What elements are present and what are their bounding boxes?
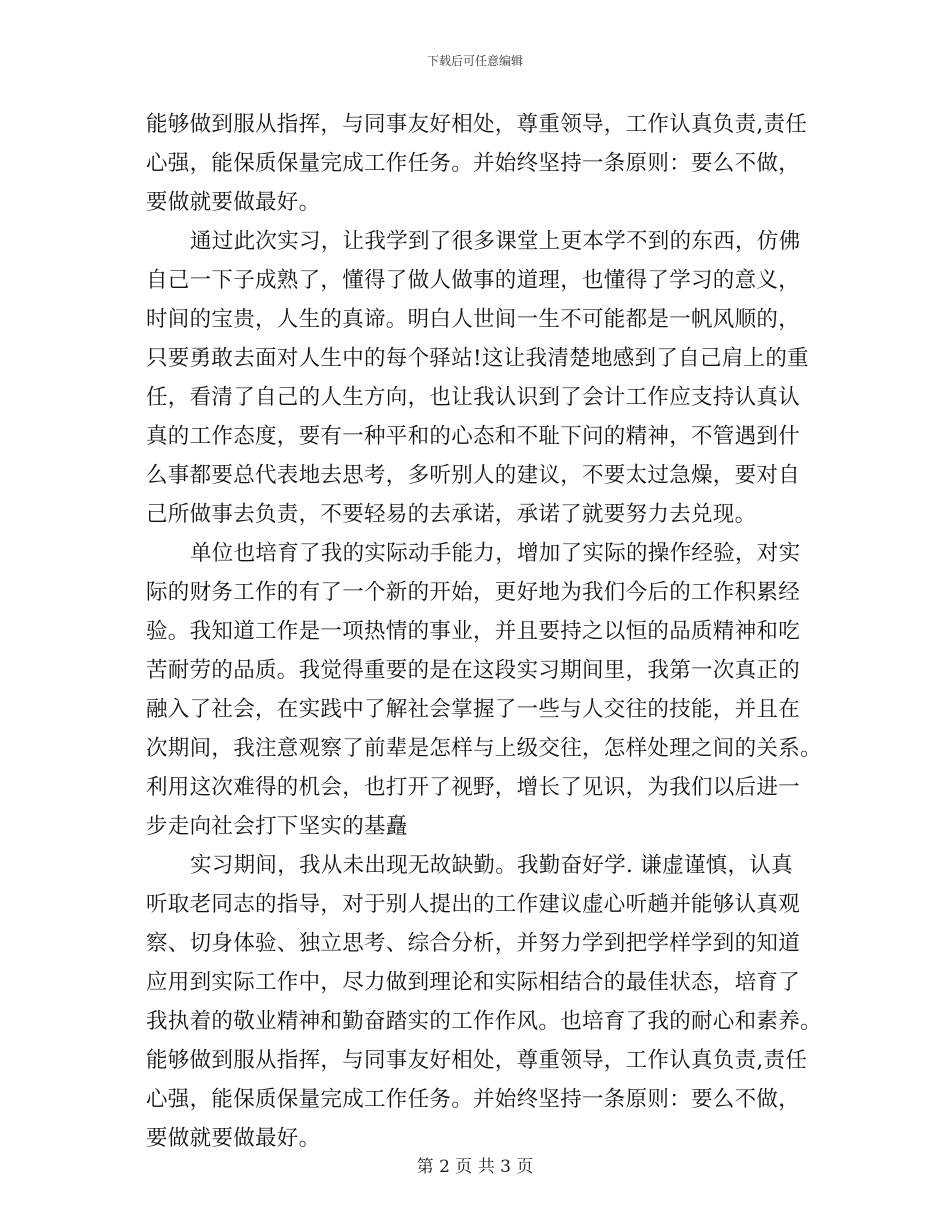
text-line: 己所做事去负责，不要轻易的去承诺，承诺了就要努力去兑现。 [146, 502, 757, 527]
paragraph [146, 534, 826, 846]
text-line: 实习期间，我从未出现无故缺勤。我勤奋好学. 谦虚谨慎，认真 [190, 853, 793, 878]
text-line: 时间的宝贵，人生的真谛。明白人世间一生不可能都是一帆风顺的， [146, 307, 801, 332]
text-line: 任，看清了自己的人生方向，也让我认识到了会计工作应支持认真认 [146, 385, 801, 410]
text-line: 只要勇敢去面对人生中的每个驿站!这让我清楚地感到了自己肩上的重 [146, 346, 809, 371]
text-line: 听取老同志的指导，对于别人提出的工作建议虚心听趟并能够认真观 [146, 892, 801, 917]
paragraph [146, 1041, 826, 1158]
text-line: 要做就要做最好。 [146, 1126, 321, 1151]
text-line: 能够做到服从指挥，与同事友好相处，尊重领导，工作认真负责,责任 [146, 1048, 808, 1073]
text-line: 通过此次实习，让我学到了很多课堂上更本学不到的东西，仿佛 [190, 229, 801, 254]
text-line: 次期间，我注意观察了前辈是怎样与上级交往，怎样处理之间的关系。 [146, 736, 822, 761]
text-line: 验。我知道工作是一项热情的事业，并且要持之以恒的品质精神和吃 [146, 619, 801, 644]
text-line: 心强，能保质保量完成工作任务。并始终坚持一条原则：要么不做， [146, 151, 801, 176]
text-line: 能够做到服从指挥，与同事友好相处，尊重领导，工作认真负责,责任 [146, 112, 808, 137]
text-line: 么事都要总代表地去思考，多听别人的建议，不要太过急燥，要对自 [146, 463, 801, 488]
text-line: 际的财务工作的有了一个新的开始，更好地为我们今后的工作积累经 [146, 580, 801, 605]
text-line: 心强，能保质保量完成工作任务。并始终坚持一条原则：要么不做， [146, 1087, 801, 1112]
text-line: 我执着的敬业精神和勤奋踏实的工作作风。也培育了我的耐心和素养。 [146, 1009, 822, 1034]
paragraph [146, 105, 826, 222]
text-line: 要做就要做最好。 [146, 190, 321, 215]
page-header: 下载后可任意编辑 [426, 54, 523, 68]
paragraph [146, 222, 826, 534]
document-body [146, 105, 826, 1158]
text-line: 步走向社会打下坚实的基矗 [146, 814, 408, 839]
paragraph [146, 846, 826, 1041]
text-line: 单位也培育了我的实际动手能力，增加了实际的操作经验，对实 [190, 541, 801, 566]
text-line: 融入了社会，在实践中了解社会掌握了一些与人交往的技能，并且在 [146, 697, 801, 722]
text-line: 察、切身体验、独立思考、综合分析，并努力学到把学样学到的知道 [146, 931, 801, 956]
page-footer: 第 2 页 共 3 页 [416, 1157, 534, 1177]
text-line: 应用到实际工作中，尽力做到理论和实际相结合的最佳状态，培育了 [146, 970, 801, 995]
text-line: 真的工作态度，要有一种平和的心态和不耻下问的精神，不管遇到什 [146, 424, 801, 449]
text-line: 自己一下子成熟了，懂得了做人做事的道理，也懂得了学习的意义， [146, 268, 801, 293]
text-line: 苦耐劳的品质。我觉得重要的是在这段实习期间里，我第一次真正的 [146, 658, 801, 683]
text-line: 利用这次难得的机会，也打开了视野，增长了见识，为我们以后进一 [146, 775, 801, 800]
